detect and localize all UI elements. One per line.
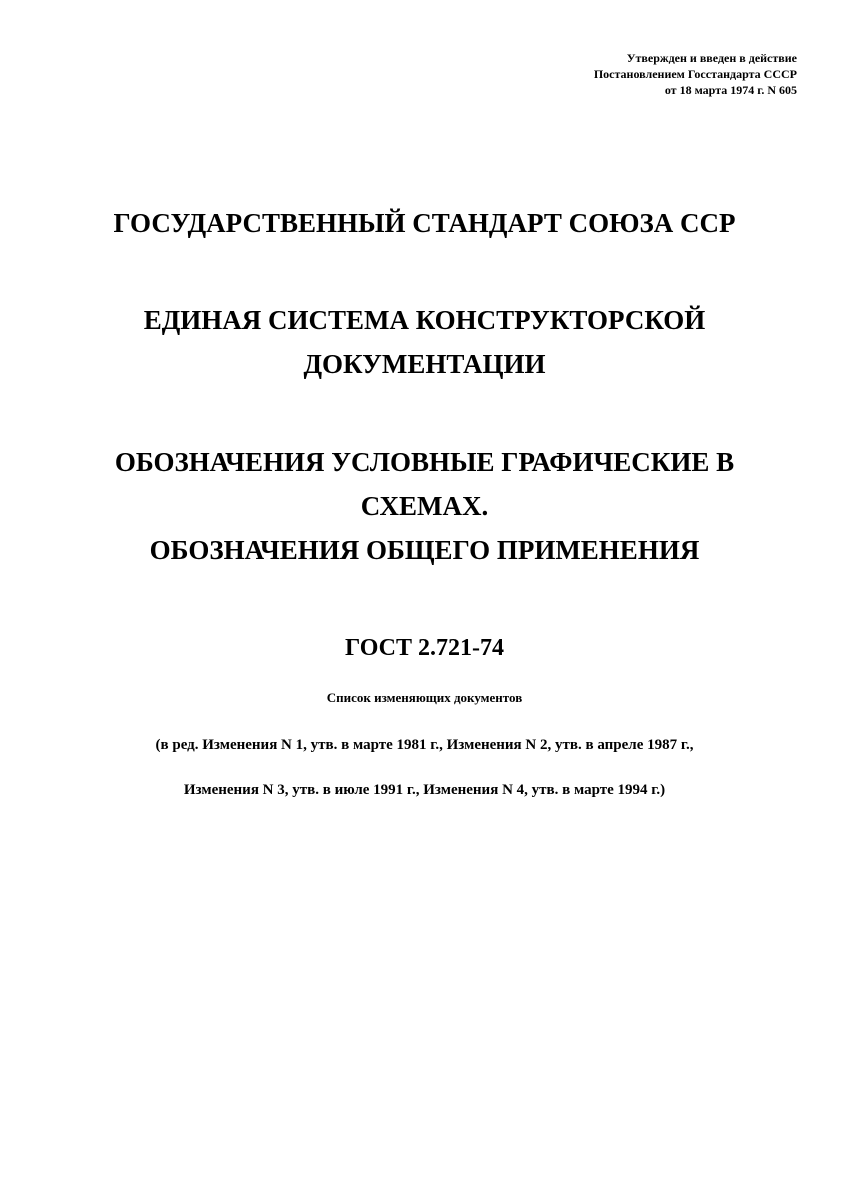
system-heading-line-2: ДОКУМЕНТАЦИИ (303, 349, 546, 379)
document-title-line-1: ОБОЗНАЧЕНИЯ УСЛОВНЫЕ ГРАФИЧЕСКИЕ В (114, 447, 735, 477)
system-heading-line-1: ЕДИНАЯ СИСТЕМА КОНСТРУКТОРСКОЙ (143, 305, 706, 335)
changes-list-line-1: (в ред. Изменения N 1, утв. в марте 1981 г., Изменения N 2, утв. в апреле 1987 г., (155, 737, 694, 753)
approval-note (594, 50, 797, 98)
approval-line-3: от 18 марта 1974 г. N 605 (664, 83, 797, 97)
document-title (0, 440, 849, 572)
approval-line-1: Утвержден и введен в действие (626, 51, 797, 65)
approval-line-2: Постановлением Госстандарта СССР (593, 67, 797, 81)
changes-list-line-2: Изменения N 3, утв. в июле 1991 г., Изменения N 4, утв. в марте 1994 г.) (183, 782, 666, 798)
document-title-line-3: ОБОЗНАЧЕНИЯ ОБЩЕГО ПРИМЕНЕНИЯ (149, 535, 700, 565)
document-title-line-2: СХЕМАХ. (360, 491, 489, 521)
standard-code: ГОСТ 2.721-74 (345, 635, 504, 661)
system-heading (0, 298, 849, 386)
issuer-heading: ГОСУДАРСТВЕННЫЙ СТАНДАРТ СОЮЗА ССР (113, 208, 736, 238)
changes-list-title: Список изменяющих документов (326, 690, 523, 705)
